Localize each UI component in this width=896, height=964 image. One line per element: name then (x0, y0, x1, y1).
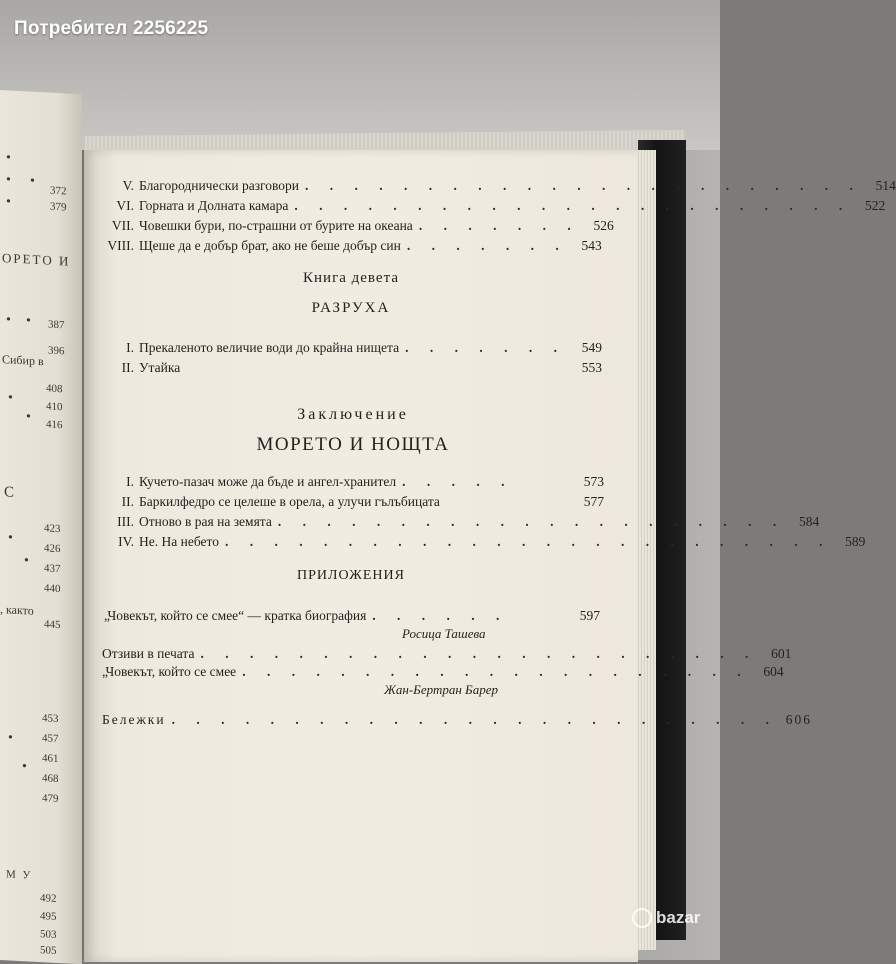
toc-entry: II. Баркилфедро се целеше в орела, а улучи гълъбицата 577 (121, 494, 604, 509)
toc-entry: VI. Горната и Долната камара . . . . . . . . . . . . . . . . . . . . . . . 522 (116, 198, 886, 213)
left-page-number: 396 (48, 344, 65, 358)
toc-entry-notes: Бележки . . . . . . . . . . . . . . . . . . . . . . . . . 606 (102, 712, 812, 727)
left-page-number: 505 (40, 944, 57, 957)
toc-entry: II. Утайка 553 (121, 360, 602, 375)
conclusion-title: МОРЕТО И НОЩТА (256, 434, 450, 455)
book-nine-label: Книга девета (303, 270, 399, 286)
username-overlay: Потребител 2256225 (14, 18, 209, 39)
conclusion-label: Заключение (297, 406, 409, 423)
toc-entry: IV. Не. На небето . . . . . . . . . . . . . . . . . . . . . . . . . 589 (118, 534, 866, 549)
toc-entry: Отзиви в печата . . . . . . . . . . . . . . . . . . . . . . . 601 (102, 646, 792, 661)
left-page-number: 461 (42, 752, 59, 766)
left-page-number: 468 (42, 772, 59, 786)
left-page-fragment: С (4, 484, 17, 501)
author-name: Жан-Бертран Барер (384, 682, 498, 697)
left-page-number: 457 (42, 732, 59, 746)
toc-entry: I. Кучето-пазач може да бъде и ангел-хранител . . . . . 573 (126, 474, 604, 489)
appendices-label: ПРИЛОЖЕНИЯ (297, 568, 405, 583)
toc-entry: „Човекът, който се смее . . . . . . . . . . . . . . . . . . . . . 604 (102, 664, 784, 679)
left-page-number: 492 (40, 892, 57, 905)
left-page-number: 437 (44, 562, 61, 576)
bazar-logo-icon (632, 908, 652, 928)
left-page-number: 379 (50, 200, 67, 214)
toc-entry: „Човекът, който се смее“ — кратка биография . . . . . . 597 (104, 608, 600, 623)
toc-entry: V. Благороднически разговори . . . . . . . . . . . . . . . . . . . . . . . 514 (122, 178, 896, 193)
toc-entry: VII. Човешки бури, по-страшни от бурите на океана . . . . . . . 526 (111, 218, 614, 233)
left-page-number: 445 (44, 618, 61, 632)
left-page-number: 423 (44, 522, 61, 536)
left-page-number: 426 (44, 542, 61, 556)
left-page-number: 408 (46, 382, 63, 396)
bazar-watermark (632, 908, 700, 928)
left-page: • • • • 372 379 ОРЕТО И • • 387 396 Сибир в 408 410 416 • • С 423 426 437 440 • • , както 445 453 457 461 468 479 • • М У 492 495 503 505 (0, 90, 82, 964)
left-page-fragment: ОРЕТО И (2, 250, 71, 269)
left-page-number: 479 (42, 792, 59, 806)
book-nine-title: РАЗРУХА (311, 300, 391, 316)
left-page-fragment: Сибир в (2, 352, 44, 369)
left-page-number: 440 (44, 582, 61, 596)
left-page-number: 410 (46, 400, 63, 414)
left-page-number: 372 (50, 184, 67, 198)
toc-entry: I. Прекаленото величие води до крайна нищета . . . . . . . 549 (126, 340, 602, 355)
left-page-number: 387 (48, 318, 65, 332)
toc-entry: VIII. Щеше да е добър брат, ако не беше добър син . . . . . . . 543 (107, 238, 602, 253)
left-page-number: 416 (46, 418, 63, 432)
left-page-number: 503 (40, 928, 57, 941)
left-page-fragment: , както (0, 602, 34, 618)
watermark-text: bazar (656, 908, 701, 927)
left-page-number: 453 (42, 712, 59, 726)
toc-entry: III. Отново в рая на земята . . . . . . . . . . . . . . . . . . . . . 584 (117, 514, 820, 529)
left-page-fragment: М У (6, 868, 33, 882)
author-name: Росица Ташева (402, 626, 486, 641)
left-page-number: 495 (40, 910, 57, 923)
